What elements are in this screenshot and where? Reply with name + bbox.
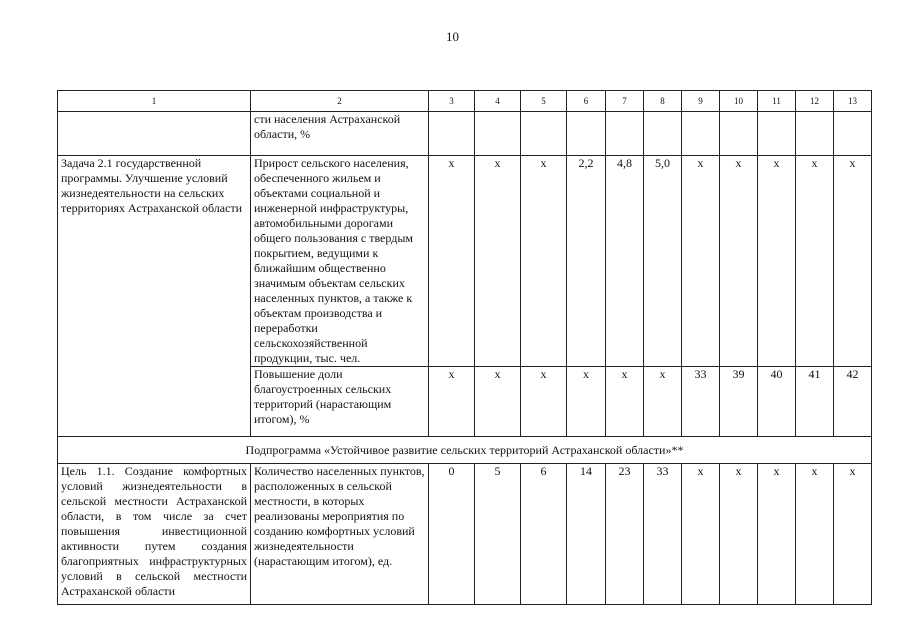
header-cell: 1 (58, 91, 251, 112)
subprogram-title: Подпрограмма «Устойчивое развитие сельских территорий Астраханской области»** (58, 437, 872, 464)
indicator-cell: Прирост сельского населения, обеспеченного жильем и объектами социальной и инженерной инфраструктуры, автомобильными дорогами общего пользования с твердым покрытием, ведущими к ближайшим общественно значимым объектам сельских населенных пунктов, а также к объектам производства и переработки сельскохозяйственной продукции, тыс. чел. (251, 156, 429, 367)
value-cell: 5 (475, 464, 521, 605)
value-cell: x (796, 156, 834, 367)
value-cell: 40 (758, 367, 796, 437)
value-cell: x (758, 156, 796, 367)
page-number: 10 (446, 29, 459, 44)
value-cell: x (682, 464, 720, 605)
header-cell: 13 (834, 91, 872, 112)
goal-cell (58, 112, 251, 156)
indicators-table (57, 90, 872, 605)
value-cell: 41 (796, 367, 834, 437)
value-cell: x (720, 156, 758, 367)
value-cell: x (796, 464, 834, 605)
header-cell: 7 (606, 91, 644, 112)
value-cell: x (644, 367, 682, 437)
table-row (58, 464, 872, 605)
value-cell: 2,2 (567, 156, 606, 367)
value-cell: 4,8 (606, 156, 644, 367)
value-cell: 33 (644, 464, 682, 605)
subprogram-row (58, 437, 872, 464)
header-cell: 2 (251, 91, 429, 112)
value-cell: 6 (521, 464, 567, 605)
value-cell: 33 (682, 367, 720, 437)
value-cell: x (475, 156, 521, 367)
header-cell: 12 (796, 91, 834, 112)
value-cell: x (834, 156, 872, 367)
value-cell: 42 (834, 367, 872, 437)
value-cell: x (429, 367, 475, 437)
goal-cell: Цель 1.1. Создание комфортных условий жизнедеятельности в сельской местности Астраханской области, в том числе за счет повышения инвестиционной активности путем создания благоприятных инфраструктурных условий в сельской местности Астраханской области (58, 464, 251, 605)
header-cell: 10 (720, 91, 758, 112)
value-cell: x (567, 367, 606, 437)
indicator-cell: Повышение доли благоустроенных сельских территорий (нарастающим итогом), % (251, 367, 429, 437)
value-cell: x (475, 367, 521, 437)
value-cell: 14 (567, 464, 606, 605)
value-cell: 5,0 (644, 156, 682, 367)
value-cell: 39 (720, 367, 758, 437)
value-cell: x (682, 156, 720, 367)
value-cell: x (720, 464, 758, 605)
table-row (58, 156, 872, 367)
value-cell: x (758, 464, 796, 605)
header-cell: 5 (521, 91, 567, 112)
value-cell: x (834, 464, 872, 605)
indicator-cell: Количество населенных пунктов, расположенных в сельской местности, в которых реализованы мероприятия по созданию комфортных условий жизнедеятельности (нарастающим итогом), ед. (251, 464, 429, 605)
table-row (58, 112, 872, 156)
header-cell: 4 (475, 91, 521, 112)
indicator-cell: сти населения Астраханской области, % (251, 112, 429, 156)
header-cell: 8 (644, 91, 682, 112)
header-cell: 3 (429, 91, 475, 112)
header-cell: 6 (567, 91, 606, 112)
header-cell: 11 (758, 91, 796, 112)
task-cell: Задача 2.1 государственной программы. Улучшение условий жизнедеятельности на сельских территориях Астраханской области (58, 156, 251, 437)
header-cell: 9 (682, 91, 720, 112)
value-cell: x (429, 156, 475, 367)
value-cell: 0 (429, 464, 475, 605)
value-cell: x (521, 367, 567, 437)
header-row (58, 91, 872, 112)
value-cell: 23 (606, 464, 644, 605)
value-cell: x (606, 367, 644, 437)
value-cell: x (521, 156, 567, 367)
